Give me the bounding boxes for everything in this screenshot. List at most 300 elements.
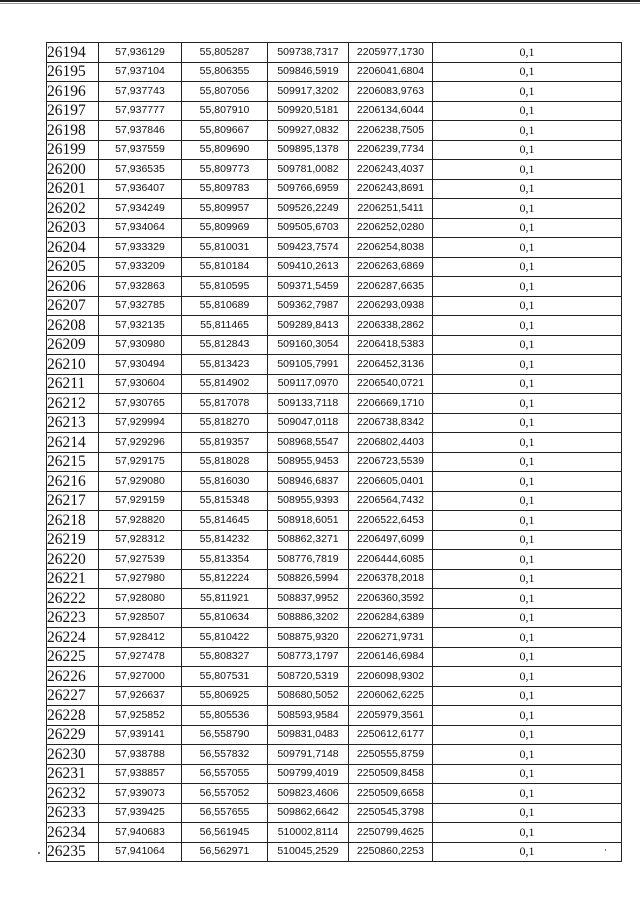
cell-x-coordinate: 509105,7991 <box>268 355 349 375</box>
cell-latitude: 57,941064 <box>99 842 182 862</box>
cell-x-coordinate: 508773,1797 <box>268 647 349 667</box>
cell-y-coordinate: 2206041,6804 <box>349 62 433 82</box>
cell-y-coordinate: 2250509,6658 <box>349 784 433 804</box>
cell-longitude: 56,562971 <box>182 842 268 862</box>
cell-accuracy: 0,1 <box>433 530 622 550</box>
cell-accuracy: 0,1 <box>433 433 622 453</box>
cell-latitude: 57,936129 <box>99 43 182 63</box>
cell-point-number: 26195 <box>47 62 99 82</box>
cell-x-coordinate: 508720,5319 <box>268 667 349 687</box>
table-row <box>47 550 622 570</box>
cell-y-coordinate: 2206243,8691 <box>349 179 433 199</box>
cell-point-number: 26208 <box>47 316 99 336</box>
table-row <box>47 355 622 375</box>
cell-y-coordinate: 2206271,9731 <box>349 628 433 648</box>
cell-x-coordinate: 508918,6051 <box>268 511 349 531</box>
cell-latitude: 57,929175 <box>99 452 182 472</box>
cell-y-coordinate: 2206284,6389 <box>349 608 433 628</box>
cell-point-number: 26233 <box>47 803 99 823</box>
cell-y-coordinate: 2206444,6085 <box>349 550 433 570</box>
cell-point-number: 26230 <box>47 745 99 765</box>
cell-x-coordinate: 509920,5181 <box>268 101 349 121</box>
cell-y-coordinate: 2205979,3561 <box>349 706 433 726</box>
cell-longitude: 56,557055 <box>182 764 268 784</box>
cell-longitude: 55,813354 <box>182 550 268 570</box>
cell-y-coordinate: 2206605,0401 <box>349 472 433 492</box>
cell-longitude: 56,557832 <box>182 745 268 765</box>
cell-point-number: 26216 <box>47 472 99 492</box>
cell-x-coordinate: 508875,9320 <box>268 628 349 648</box>
cell-accuracy: 0,1 <box>433 511 622 531</box>
cell-x-coordinate: 509781,0082 <box>268 160 349 180</box>
cell-y-coordinate: 2206360,3592 <box>349 589 433 609</box>
cell-longitude: 56,557655 <box>182 803 268 823</box>
cell-accuracy: 0,1 <box>433 764 622 784</box>
cell-y-coordinate: 2206452,3136 <box>349 355 433 375</box>
cell-longitude: 55,806925 <box>182 686 268 706</box>
cell-point-number: 26210 <box>47 355 99 375</box>
cell-x-coordinate: 510002,8114 <box>268 823 349 843</box>
cell-x-coordinate: 508837,9952 <box>268 589 349 609</box>
cell-x-coordinate: 509862,6642 <box>268 803 349 823</box>
cell-y-coordinate: 2206243,4037 <box>349 160 433 180</box>
cell-point-number: 26204 <box>47 238 99 258</box>
cell-accuracy: 0,1 <box>433 667 622 687</box>
cell-latitude: 57,928507 <box>99 608 182 628</box>
cell-point-number: 26232 <box>47 784 99 804</box>
cell-y-coordinate: 2206062,6225 <box>349 686 433 706</box>
cell-point-number: 26201 <box>47 179 99 199</box>
cell-y-coordinate: 2206497,6099 <box>349 530 433 550</box>
cell-latitude: 57,930494 <box>99 355 182 375</box>
table-row <box>47 706 622 726</box>
table-row <box>47 140 622 160</box>
table-row <box>47 491 622 511</box>
cell-accuracy: 0,1 <box>433 823 622 843</box>
cell-latitude: 57,929080 <box>99 472 182 492</box>
cell-longitude: 55,813423 <box>182 355 268 375</box>
cell-accuracy: 0,1 <box>433 355 622 375</box>
cell-x-coordinate: 509371,5459 <box>268 277 349 297</box>
cell-longitude: 55,819357 <box>182 433 268 453</box>
table-row <box>47 179 622 199</box>
cell-x-coordinate: 509505,6703 <box>268 218 349 238</box>
table-row <box>47 472 622 492</box>
table-row <box>47 257 622 277</box>
cell-accuracy: 0,1 <box>433 82 622 102</box>
cell-accuracy: 0,1 <box>433 413 622 433</box>
cell-accuracy: 0,1 <box>433 101 622 121</box>
cell-x-coordinate: 508776,7819 <box>268 550 349 570</box>
cell-y-coordinate: 2206378,2018 <box>349 569 433 589</box>
cell-latitude: 57,939073 <box>99 784 182 804</box>
cell-x-coordinate: 509927,0832 <box>268 121 349 141</box>
cell-accuracy: 0,1 <box>433 784 622 804</box>
cell-latitude: 57,940683 <box>99 823 182 843</box>
cell-point-number: 26228 <box>47 706 99 726</box>
cell-x-coordinate: 509160,3054 <box>268 335 349 355</box>
cell-y-coordinate: 2206669,1710 <box>349 394 433 414</box>
cell-accuracy: 0,1 <box>433 218 622 238</box>
cell-y-coordinate: 2206522,6453 <box>349 511 433 531</box>
cell-longitude: 55,811921 <box>182 589 268 609</box>
cell-x-coordinate: 508886,3202 <box>268 608 349 628</box>
cell-longitude: 55,814232 <box>182 530 268 550</box>
cell-point-number: 26207 <box>47 296 99 316</box>
cell-longitude: 55,805287 <box>182 43 268 63</box>
cell-longitude: 55,810689 <box>182 296 268 316</box>
table-row <box>47 686 622 706</box>
cell-accuracy: 0,1 <box>433 277 622 297</box>
cell-latitude: 57,936535 <box>99 160 182 180</box>
cell-latitude: 57,938788 <box>99 745 182 765</box>
cell-longitude: 55,809957 <box>182 199 268 219</box>
table-row <box>47 511 622 531</box>
cell-point-number: 26200 <box>47 160 99 180</box>
cell-point-number: 26209 <box>47 335 99 355</box>
coordinates-table <box>46 42 622 862</box>
table-row <box>47 394 622 414</box>
cell-y-coordinate: 2206338,2862 <box>349 316 433 336</box>
cell-accuracy: 0,1 <box>433 608 622 628</box>
cell-y-coordinate: 2206239,7734 <box>349 140 433 160</box>
table-row <box>47 296 622 316</box>
cell-accuracy: 0,1 <box>433 160 622 180</box>
cell-point-number: 26234 <box>47 823 99 843</box>
cell-accuracy: 0,1 <box>433 62 622 82</box>
cell-point-number: 26211 <box>47 374 99 394</box>
cell-point-number: 26205 <box>47 257 99 277</box>
cell-latitude: 57,930604 <box>99 374 182 394</box>
cell-x-coordinate: 509895,1378 <box>268 140 349 160</box>
cell-latitude: 57,934064 <box>99 218 182 238</box>
table-row <box>47 608 622 628</box>
cell-y-coordinate: 2206564,7432 <box>349 491 433 511</box>
cell-latitude: 57,936407 <box>99 179 182 199</box>
cell-accuracy: 0,1 <box>433 316 622 336</box>
cell-y-coordinate: 2206254,8038 <box>349 238 433 258</box>
cell-longitude: 56,561945 <box>182 823 268 843</box>
cell-y-coordinate: 2206723,5539 <box>349 452 433 472</box>
cell-longitude: 55,806355 <box>182 62 268 82</box>
cell-point-number: 26202 <box>47 199 99 219</box>
cell-point-number: 26217 <box>47 491 99 511</box>
table-row <box>47 725 622 745</box>
cell-x-coordinate: 509846,5919 <box>268 62 349 82</box>
cell-longitude: 55,809783 <box>182 179 268 199</box>
cell-longitude: 55,810031 <box>182 238 268 258</box>
cell-point-number: 26203 <box>47 218 99 238</box>
cell-x-coordinate: 508946,6837 <box>268 472 349 492</box>
cell-accuracy: 0,1 <box>433 472 622 492</box>
cell-longitude: 55,808327 <box>182 647 268 667</box>
cell-accuracy: 0,1 <box>433 335 622 355</box>
cell-latitude: 57,927000 <box>99 667 182 687</box>
cell-x-coordinate: 509917,3202 <box>268 82 349 102</box>
table-row <box>47 413 622 433</box>
cell-longitude: 55,814645 <box>182 511 268 531</box>
cell-longitude: 55,809773 <box>182 160 268 180</box>
cell-x-coordinate: 509823,4606 <box>268 784 349 804</box>
cell-y-coordinate: 2206263,6869 <box>349 257 433 277</box>
cell-accuracy: 0,1 <box>433 43 622 63</box>
cell-point-number: 26221 <box>47 569 99 589</box>
cell-accuracy: 0,1 <box>433 686 622 706</box>
cell-y-coordinate: 2206134,6044 <box>349 101 433 121</box>
cell-point-number: 26196 <box>47 82 99 102</box>
cell-point-number: 26226 <box>47 667 99 687</box>
table-row <box>47 316 622 336</box>
cell-y-coordinate: 2206098,9302 <box>349 667 433 687</box>
cell-latitude: 57,937846 <box>99 121 182 141</box>
cell-longitude: 55,810184 <box>182 257 268 277</box>
cell-x-coordinate: 509738,7317 <box>268 43 349 63</box>
cell-point-number: 26213 <box>47 413 99 433</box>
cell-x-coordinate: 508593,9584 <box>268 706 349 726</box>
cell-y-coordinate: 2250509,8458 <box>349 764 433 784</box>
cell-y-coordinate: 2250860,2253 <box>349 842 433 862</box>
table-row <box>47 784 622 804</box>
table-row <box>47 101 622 121</box>
table-row <box>47 374 622 394</box>
cell-longitude: 55,807910 <box>182 101 268 121</box>
cell-point-number: 26206 <box>47 277 99 297</box>
cell-accuracy: 0,1 <box>433 374 622 394</box>
cell-longitude: 55,810595 <box>182 277 268 297</box>
cell-x-coordinate: 509791,7148 <box>268 745 349 765</box>
cell-y-coordinate: 2206293,0938 <box>349 296 433 316</box>
cell-point-number: 26218 <box>47 511 99 531</box>
cell-accuracy: 0,1 <box>433 179 622 199</box>
cell-y-coordinate: 2206146,6984 <box>349 647 433 667</box>
cell-latitude: 57,928820 <box>99 511 182 531</box>
cell-latitude: 57,933209 <box>99 257 182 277</box>
table-row <box>47 121 622 141</box>
cell-latitude: 57,926637 <box>99 686 182 706</box>
cell-latitude: 57,932785 <box>99 296 182 316</box>
cell-accuracy: 0,1 <box>433 121 622 141</box>
cell-accuracy: 0,1 <box>433 628 622 648</box>
cell-latitude: 57,927980 <box>99 569 182 589</box>
cell-point-number: 26197 <box>47 101 99 121</box>
cell-x-coordinate: 509133,7118 <box>268 394 349 414</box>
cell-x-coordinate: 509047,0118 <box>268 413 349 433</box>
cell-longitude: 55,809969 <box>182 218 268 238</box>
cell-y-coordinate: 2250555,8759 <box>349 745 433 765</box>
coordinates-table-body <box>47 43 622 862</box>
cell-longitude: 55,807531 <box>182 667 268 687</box>
cell-accuracy: 0,1 <box>433 842 622 862</box>
table-row <box>47 569 622 589</box>
cell-latitude: 57,929296 <box>99 433 182 453</box>
cell-longitude: 55,805536 <box>182 706 268 726</box>
cell-point-number: 26194 <box>47 43 99 63</box>
cell-y-coordinate: 2206540,0721 <box>349 374 433 394</box>
table-row <box>47 335 622 355</box>
cell-accuracy: 0,1 <box>433 725 622 745</box>
cell-y-coordinate: 2250545,3798 <box>349 803 433 823</box>
cell-longitude: 55,810422 <box>182 628 268 648</box>
cell-longitude: 55,816030 <box>182 472 268 492</box>
cell-point-number: 26215 <box>47 452 99 472</box>
cell-x-coordinate: 508826,5994 <box>268 569 349 589</box>
cell-x-coordinate: 509766,6959 <box>268 179 349 199</box>
cell-accuracy: 0,1 <box>433 569 622 589</box>
table-row <box>47 842 622 862</box>
cell-latitude: 57,930765 <box>99 394 182 414</box>
cell-longitude: 55,809667 <box>182 121 268 141</box>
scan-top-border <box>0 0 640 2</box>
cell-y-coordinate: 2205977,1730 <box>349 43 433 63</box>
cell-x-coordinate: 510045,2529 <box>268 842 349 862</box>
cell-accuracy: 0,1 <box>433 550 622 570</box>
table-row <box>47 628 622 648</box>
cell-point-number: 26227 <box>47 686 99 706</box>
cell-x-coordinate: 509289,8413 <box>268 316 349 336</box>
cell-latitude: 57,937559 <box>99 140 182 160</box>
table-row <box>47 433 622 453</box>
cell-accuracy: 0,1 <box>433 199 622 219</box>
table-row <box>47 667 622 687</box>
cell-accuracy: 0,1 <box>433 394 622 414</box>
cell-y-coordinate: 2206083,9763 <box>349 82 433 102</box>
cell-y-coordinate: 2206738,8342 <box>349 413 433 433</box>
cell-y-coordinate: 2206418,5383 <box>349 335 433 355</box>
cell-latitude: 57,927478 <box>99 647 182 667</box>
table-row <box>47 530 622 550</box>
table-row <box>47 823 622 843</box>
table-row <box>47 199 622 219</box>
cell-x-coordinate: 509423,7574 <box>268 238 349 258</box>
cell-x-coordinate: 508955,9453 <box>268 452 349 472</box>
cell-longitude: 55,810634 <box>182 608 268 628</box>
cell-x-coordinate: 509831,0483 <box>268 725 349 745</box>
cell-x-coordinate: 509526,2249 <box>268 199 349 219</box>
cell-latitude: 57,937777 <box>99 101 182 121</box>
cell-latitude: 57,925852 <box>99 706 182 726</box>
cell-x-coordinate: 508680,5052 <box>268 686 349 706</box>
cell-accuracy: 0,1 <box>433 257 622 277</box>
cell-point-number: 26219 <box>47 530 99 550</box>
cell-latitude: 57,934249 <box>99 199 182 219</box>
cell-point-number: 26229 <box>47 725 99 745</box>
cell-latitude: 57,929994 <box>99 413 182 433</box>
cell-y-coordinate: 2206252,0280 <box>349 218 433 238</box>
table-row <box>47 764 622 784</box>
cell-point-number: 26235 <box>47 842 99 862</box>
table-row <box>47 82 622 102</box>
cell-longitude: 55,811465 <box>182 316 268 336</box>
cell-accuracy: 0,1 <box>433 296 622 316</box>
cell-longitude: 55,818270 <box>182 413 268 433</box>
cell-longitude: 55,812843 <box>182 335 268 355</box>
cell-x-coordinate: 508862,3271 <box>268 530 349 550</box>
cell-longitude: 56,557052 <box>182 784 268 804</box>
table-row <box>47 238 622 258</box>
table-row <box>47 745 622 765</box>
cell-x-coordinate: 508968,5547 <box>268 433 349 453</box>
table-row <box>47 218 622 238</box>
cell-latitude: 57,930980 <box>99 335 182 355</box>
cell-latitude: 57,932135 <box>99 316 182 336</box>
cell-latitude: 57,938857 <box>99 764 182 784</box>
cell-point-number: 26198 <box>47 121 99 141</box>
cell-x-coordinate: 509362,7987 <box>268 296 349 316</box>
table-row <box>47 589 622 609</box>
cell-accuracy: 0,1 <box>433 452 622 472</box>
scan-top-edge <box>0 3 640 4</box>
cell-longitude: 55,812224 <box>182 569 268 589</box>
cell-latitude: 57,933329 <box>99 238 182 258</box>
cell-point-number: 26214 <box>47 433 99 453</box>
cell-latitude: 57,929159 <box>99 491 182 511</box>
table-row <box>47 62 622 82</box>
cell-y-coordinate: 2250799,4625 <box>349 823 433 843</box>
cell-latitude: 57,939425 <box>99 803 182 823</box>
cell-y-coordinate: 2206802,4403 <box>349 433 433 453</box>
cell-longitude: 55,815348 <box>182 491 268 511</box>
cell-point-number: 26212 <box>47 394 99 414</box>
cell-accuracy: 0,1 <box>433 491 622 511</box>
cell-y-coordinate: 2206238,7505 <box>349 121 433 141</box>
cell-latitude: 57,927539 <box>99 550 182 570</box>
cell-point-number: 26223 <box>47 608 99 628</box>
cell-x-coordinate: 509410,2613 <box>268 257 349 277</box>
cell-latitude: 57,932863 <box>99 277 182 297</box>
table-row <box>47 647 622 667</box>
cell-y-coordinate: 2206251,5411 <box>349 199 433 219</box>
table-row <box>47 452 622 472</box>
cell-point-number: 26224 <box>47 628 99 648</box>
cell-longitude: 56,558790 <box>182 725 268 745</box>
cell-accuracy: 0,1 <box>433 745 622 765</box>
cell-accuracy: 0,1 <box>433 238 622 258</box>
table-row <box>47 160 622 180</box>
scan-speck <box>38 852 40 854</box>
cell-point-number: 26220 <box>47 550 99 570</box>
cell-y-coordinate: 2250612,6177 <box>349 725 433 745</box>
cell-point-number: 26231 <box>47 764 99 784</box>
cell-latitude: 57,928412 <box>99 628 182 648</box>
cell-longitude: 55,817078 <box>182 394 268 414</box>
cell-accuracy: 0,1 <box>433 647 622 667</box>
cell-longitude: 55,818028 <box>182 452 268 472</box>
cell-accuracy: 0,1 <box>433 589 622 609</box>
cell-accuracy: 0,1 <box>433 140 622 160</box>
table-row <box>47 803 622 823</box>
cell-latitude: 57,928080 <box>99 589 182 609</box>
table-row <box>47 277 622 297</box>
cell-y-coordinate: 2206287,6635 <box>349 277 433 297</box>
cell-accuracy: 0,1 <box>433 803 622 823</box>
cell-latitude: 57,937104 <box>99 62 182 82</box>
cell-longitude: 55,814902 <box>182 374 268 394</box>
cell-longitude: 55,807056 <box>182 82 268 102</box>
table-row <box>47 43 622 63</box>
cell-accuracy: 0,1 <box>433 706 622 726</box>
cell-longitude: 55,809690 <box>182 140 268 160</box>
cell-point-number: 26222 <box>47 589 99 609</box>
cell-point-number: 26225 <box>47 647 99 667</box>
cell-latitude: 57,937743 <box>99 82 182 102</box>
scan-speck <box>605 849 606 851</box>
cell-x-coordinate: 508955,9393 <box>268 491 349 511</box>
cell-point-number: 26199 <box>47 140 99 160</box>
cell-latitude: 57,928312 <box>99 530 182 550</box>
cell-x-coordinate: 509799,4019 <box>268 764 349 784</box>
cell-latitude: 57,939141 <box>99 725 182 745</box>
cell-x-coordinate: 509117,0970 <box>268 374 349 394</box>
